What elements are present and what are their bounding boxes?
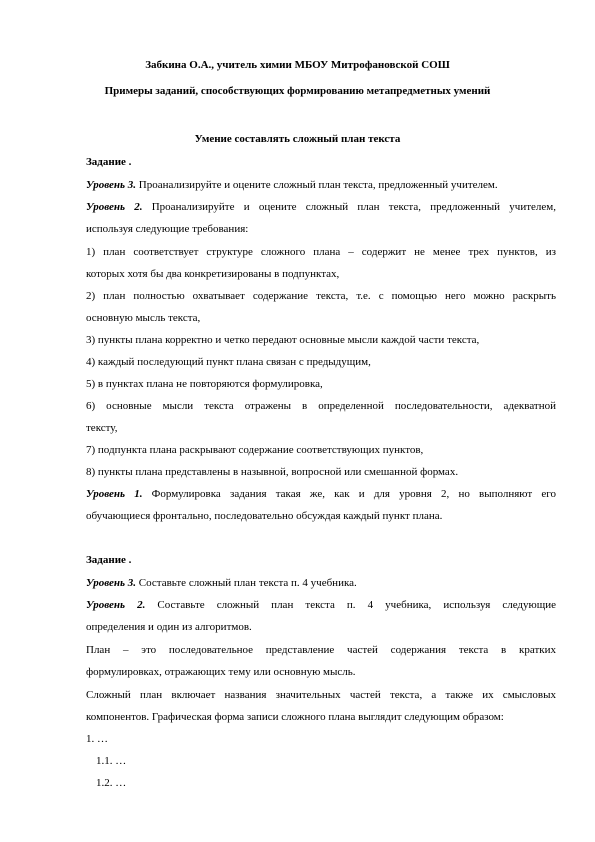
plan-definition-cont: формулировках, отражающих тему или основную мысль. xyxy=(86,666,356,678)
outline-item-1: 1. … xyxy=(86,733,108,745)
level2-label: Уровень 2. xyxy=(86,599,146,611)
level1-label: Уровень 1. xyxy=(86,488,143,500)
requirement-6: 6) основные мысли текста отражены в определенной последовательности, адекватной xyxy=(86,400,556,412)
level2-paragraph xyxy=(86,598,556,612)
level2-text: Проанализируйте и оцените сложный план текста, предложенный учителем, xyxy=(142,201,556,213)
outline-item-1-2: 1.2. … xyxy=(96,777,127,789)
requirement-1-cont: которых хотя бы два конкретизированы в подпунктах, xyxy=(86,268,340,280)
requirement-7: 7) подпункта плана раскрывают содержание соответствующих пунктов, xyxy=(86,444,424,456)
requirement-2-cont: основную мысль текста, xyxy=(86,312,201,324)
task-heading: Задание . xyxy=(86,156,132,168)
plan-definition: План – это последовательное представление частей содержания текста в кратких xyxy=(86,644,556,656)
level3-label: Уровень 3. xyxy=(86,577,137,589)
level1-text-cont: обучающиеся фронтально, последовательно обсуждая каждый пункт плана. xyxy=(86,510,443,522)
complex-plan-definition-cont: компонентов. Графическая форма записи сложного плана выглядит следующим образом: xyxy=(86,711,504,723)
level2-text-cont: определения и один из алгоритмов. xyxy=(86,621,252,633)
level3-text: Проанализируйте и оцените сложный план текста, предложенный учителем. xyxy=(136,179,498,191)
task-heading: Задание . xyxy=(86,554,132,566)
level2-paragraph xyxy=(86,200,556,214)
requirement-6-cont: тексту, xyxy=(86,422,118,434)
level1-text: Формулировка задания такая же, как и для уровня 2, но выполняют его xyxy=(142,488,556,500)
section-title: Умение составлять сложный план текста xyxy=(194,133,401,145)
level3-label: Уровень 3. xyxy=(86,179,137,191)
requirement-5: 5) в пунктах плана не повторяются формулировка, xyxy=(86,378,323,390)
level2-text-cont: используя следующие требования: xyxy=(86,223,249,235)
author-line: Забкина О.А., учитель химии МБОУ Митрофановской СОШ xyxy=(145,59,450,71)
requirement-1: 1) план соответствует структуре сложного плана – содержит не менее трех пунктов, из xyxy=(86,246,556,258)
requirement-8: 8) пункты плана представлены в назывной, вопросной или смешанной формах. xyxy=(86,466,459,478)
level2-label: Уровень 2. xyxy=(86,201,143,213)
level3-paragraph xyxy=(86,178,498,192)
level3-text: Составьте сложный план текста п. 4 учебника. xyxy=(136,577,357,589)
level2-text: Составьте сложный план текста п. 4 учебника, используя следующие xyxy=(145,599,556,611)
requirement-4: 4) каждый последующий пункт плана связан с предыдущим, xyxy=(86,356,371,368)
requirement-3: 3) пункты плана корректно и четко передают основные мысли каждой части текста, xyxy=(86,334,480,346)
outline-item-1-1: 1.1. … xyxy=(96,755,127,767)
level1-paragraph xyxy=(86,487,556,501)
level3-paragraph xyxy=(86,576,357,590)
document-title: Примеры заданий, способствующих формированию метапредметных умений xyxy=(104,85,491,97)
complex-plan-definition: Сложный план включает названия значительных частей текста, а также их смысловых xyxy=(86,689,556,701)
requirement-2: 2) план полностью охватывает содержание текста, т.е. с помощью него можно раскрыть xyxy=(86,290,556,302)
